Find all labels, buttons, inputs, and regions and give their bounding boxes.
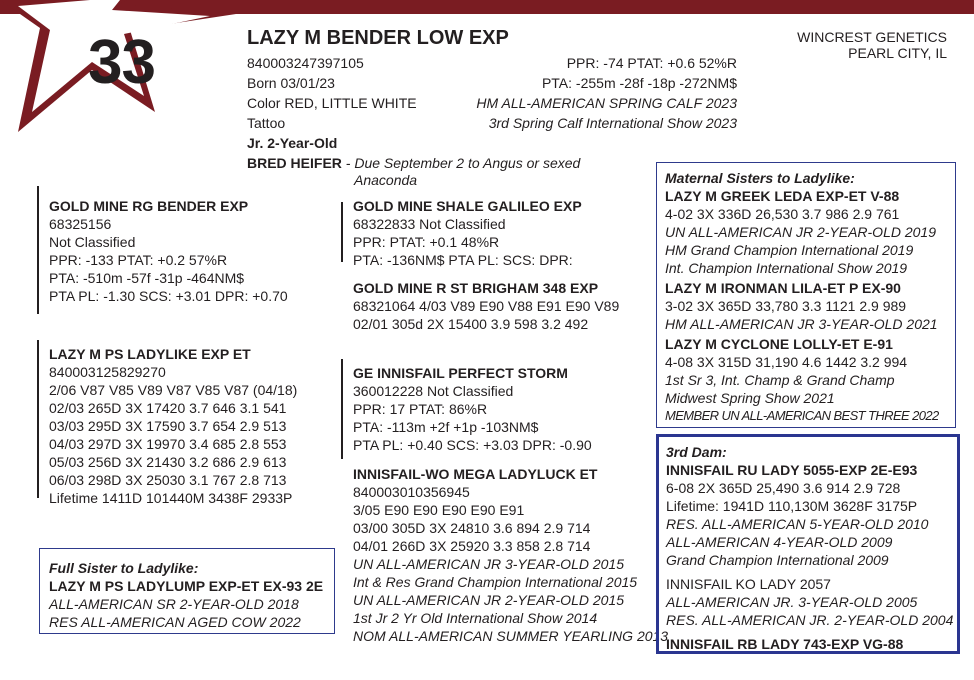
dam-sire-name: GE INNISFAIL PERFECT STORM <box>353 365 568 381</box>
dam-dam-award: NOM ALL-AMERICAN SUMMER YEARLING 2013 <box>353 628 669 644</box>
sister-3-award: Midwest Spring Show 2021 <box>665 390 835 406</box>
dam-sire-block <box>353 364 592 454</box>
sister-1-record: 4-02 3X 336D 26,530 3.7 986 2.9 761 <box>665 206 900 222</box>
animal-color: Color RED, LITTLE WHITE <box>247 95 417 111</box>
sire-name: GOLD MINE RG BENDER EXP <box>49 198 249 214</box>
sister-3-record: 4-08 3X 315D 31,190 4.6 1442 3.2 994 <box>665 354 908 370</box>
sire-sire-line: PPR: PTAT: +0.1 48%R <box>353 234 500 250</box>
animal-born: Born 03/01/23 <box>247 75 335 91</box>
sire-dam-line: 68321064 4/03 V89 E90 V88 E91 E90 V89 <box>353 298 620 314</box>
dam-line: 02/03 265D 3X 17420 3.7 646 3.1 541 <box>49 400 287 416</box>
sire-sire-block <box>353 197 582 269</box>
animal-award-2: 3rd Spring Calf International Show 2023 <box>488 115 737 131</box>
maternal-sisters-heading: Maternal Sisters to Ladylike: <box>665 170 855 186</box>
sister-1-name: LAZY M GREEK LEDA EXP-ET V-88 <box>665 188 900 204</box>
dam-dam-award: UN ALL-AMERICAN JR 2-YEAR-OLD 2015 <box>353 592 625 608</box>
sister-2-name: LAZY M IRONMAN LILA-ET P EX-90 <box>665 280 901 296</box>
full-sister-block <box>49 559 323 631</box>
bred-detail-2: Anaconda <box>354 172 418 188</box>
sister-3-member: MEMBER UN ALL-AMERICAN BEST THREE 2022 <box>665 408 939 423</box>
fifth-dam-name: INNISFAIL RB LADY 743-EXP VG-88 <box>666 636 904 652</box>
sire-dam-name: GOLD MINE R ST BRIGHAM 348 EXP <box>353 280 599 296</box>
third-dam-heading: 3rd Dam: <box>666 444 727 460</box>
full-sister-award: RES ALL-AMERICAN AGED COW 2022 <box>49 614 301 630</box>
dam-sire-line: PTA PL: +0.40 SCS: +3.03 DPR: -0.90 <box>353 437 592 453</box>
dam-sire-line: 360012228 Not Classified <box>353 383 514 399</box>
dam-divider <box>37 340 39 498</box>
sire-block <box>49 197 288 305</box>
dam-dam-award: Int & Res Grand Champion International 2015 <box>353 574 638 590</box>
sire-sire-name: GOLD MINE SHALE GALILEO EXP <box>353 198 582 214</box>
sire-dam-block <box>353 279 619 333</box>
fourth-dam-name: INNISFAIL KO LADY 2057 <box>666 576 831 592</box>
dam-line: Lifetime 1411D 101440M 3438F 2933P <box>49 490 293 506</box>
sire-sire-divider <box>341 202 343 262</box>
fourth-dam-award: ALL-AMERICAN JR. 3-YEAR-OLD 2005 <box>666 594 918 610</box>
animal-tattoo: Tattoo <box>247 115 286 131</box>
maternal-sisters-block <box>665 169 939 425</box>
lot-number: 33 <box>88 28 155 97</box>
animal-bred <box>247 154 580 172</box>
dam-dam-line: 3/05 E90 E90 E90 E90 E91 <box>353 502 525 518</box>
sire-line: 68325156 <box>49 216 112 232</box>
sister-1-award: UN ALL-AMERICAN JR 2-YEAR-OLD 2019 <box>665 224 937 240</box>
dam-line: 05/03 256D 3X 21430 3.2 686 2.9 613 <box>49 454 287 470</box>
sister-2-record: 3-02 3X 365D 33,780 3.3 1121 2.9 989 <box>665 298 907 314</box>
dam-line: 2/06 V87 V85 V89 V87 V85 V87 (04/18) <box>49 382 298 398</box>
sire-line: PPR: -133 PTAT: +0.2 57%R <box>49 252 228 268</box>
third-dam-award: RES. ALL-AMERICAN 5-YEAR-OLD 2010 <box>666 516 929 532</box>
dam-line: 840003125829270 <box>49 364 166 380</box>
sire-sire-line: 68322833 Not Classified <box>353 216 506 232</box>
dam-sire-divider <box>341 359 343 459</box>
sister-1-award: HM Grand Champion International 2019 <box>665 242 914 258</box>
dam-sire-line: PTA: -113m +2f +1p -103NM$ <box>353 419 539 435</box>
sire-line: PTA: -510m -57f -31p -464NM$ <box>49 270 245 286</box>
sire-sire-line: PTA: -136NM$ PTA PL: SCS: DPR: <box>353 252 573 268</box>
sire-divider <box>37 186 39 314</box>
bred-detail: - Due September 2 to Angus or sexed <box>341 155 581 171</box>
dam-dam-line: 840003010356945 <box>353 484 470 500</box>
dam-block <box>49 345 297 507</box>
sister-1-award: Int. Champion International Show 2019 <box>665 260 908 276</box>
animal-class: Jr. 2-Year-Old <box>247 135 338 151</box>
animal-ppr: PPR: -74 PTAT: +0.6 52%R <box>566 55 737 71</box>
dam-dam-award: 1st Jr 2 Yr Old International Show 2014 <box>353 610 598 626</box>
sister-3-name: LAZY M CYCLONE LOLLY-ET E-91 <box>665 336 893 352</box>
third-dam-lifetime: Lifetime: 1941D 110,130M 3628F 3175P <box>666 498 918 514</box>
full-sister-award: ALL-AMERICAN SR 2-YEAR-OLD 2018 <box>49 596 299 612</box>
full-sister-heading: Full Sister to Ladylike: <box>49 560 199 576</box>
sister-2-award: HM ALL-AMERICAN JR 3-YEAR-OLD 2021 <box>665 316 938 332</box>
dam-sire-line: PPR: 17 PTAT: 86%R <box>353 401 488 417</box>
animal-award-1: HM ALL-AMERICAN SPRING CALF 2023 <box>476 95 737 111</box>
dam-dam-line: 03/00 305D 3X 24810 3.6 894 2.9 714 <box>353 520 591 536</box>
third-dam-record: 6-08 2X 365D 25,490 3.6 914 2.9 728 <box>666 480 901 496</box>
animal-pta: PTA: -255m -28f -18p -272NM$ <box>541 75 737 91</box>
dam-line: 03/03 295D 3X 17590 3.7 654 2.9 513 <box>49 418 287 434</box>
animal-reg: 840003247397105 <box>247 55 364 71</box>
dam-dam-award: UN ALL-AMERICAN JR 3-YEAR-OLD 2015 <box>353 556 625 572</box>
sire-line: Not Classified <box>49 234 136 250</box>
consignor-location: PEARL CITY, IL <box>848 45 947 61</box>
sister-3-award: 1st Sr 3, Int. Champ & Grand Champ <box>665 372 895 388</box>
third-dam-award: ALL-AMERICAN 4-YEAR-OLD 2009 <box>666 534 893 550</box>
dam-dam-block <box>353 465 668 645</box>
sire-line: PTA PL: -1.30 SCS: +3.01 DPR: +0.70 <box>49 288 288 304</box>
bred-label: BRED HEIFER <box>247 155 342 171</box>
dam-line: 06/03 298D 3X 25030 3.1 767 2.8 713 <box>49 472 287 488</box>
third-dam-award: Grand Champion International 2009 <box>666 552 889 568</box>
animal-name: LAZY M BENDER LOW EXP <box>247 27 509 49</box>
third-dam-block <box>666 443 953 653</box>
full-sister-name: LAZY M PS LADYLUMP EXP-ET EX-93 2E <box>49 578 324 594</box>
dam-dam-line: 04/01 266D 3X 25920 3.3 858 2.8 714 <box>353 538 591 554</box>
sire-dam-line: 02/01 305d 2X 15400 3.9 598 3.2 492 <box>353 316 589 332</box>
third-dam-name: INNISFAIL RU LADY 5055-EXP 2E-E93 <box>666 462 918 478</box>
dam-name: LAZY M PS LADYLIKE EXP ET <box>49 346 251 362</box>
dam-line: 04/03 297D 3X 19970 3.4 685 2.8 553 <box>49 436 287 452</box>
consignor-name: WINCREST GENETICS <box>797 29 947 45</box>
fourth-dam-award: RES. ALL-AMERICAN JR. 2-YEAR-OLD 2004 <box>666 612 954 628</box>
dam-dam-name: INNISFAIL-WO MEGA LADYLUCK ET <box>353 466 598 482</box>
